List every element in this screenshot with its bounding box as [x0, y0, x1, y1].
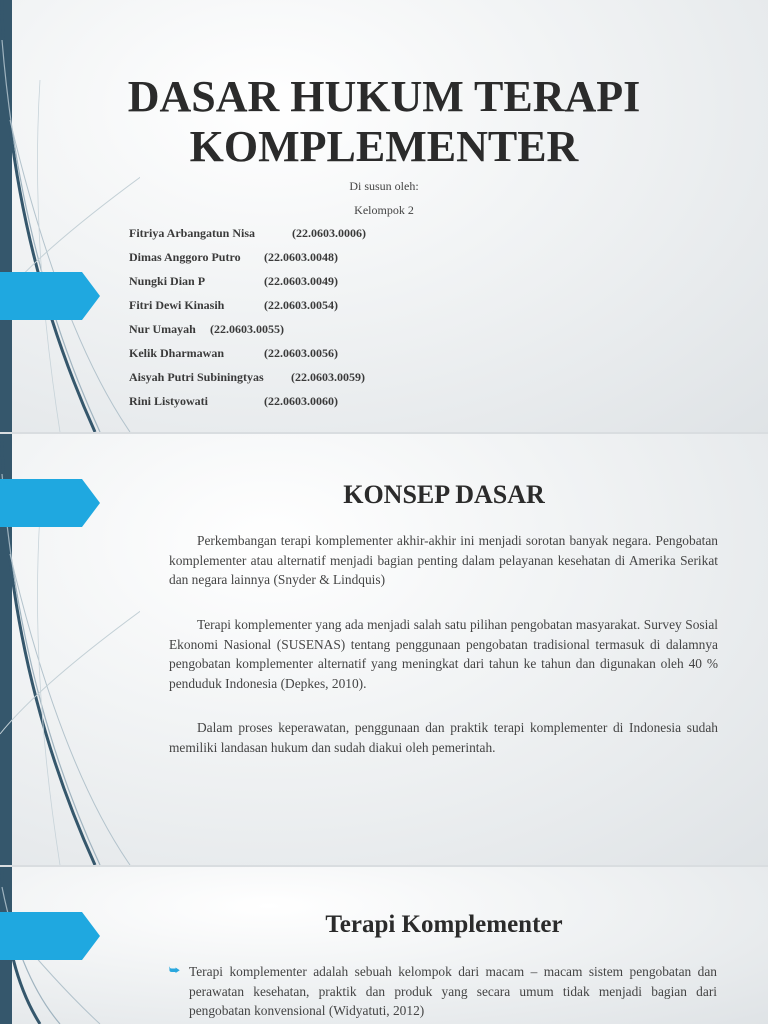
member-name: Dimas Anggoro Putro: [129, 250, 241, 264]
member-nim: (22.0603.0059): [291, 370, 365, 384]
bullet-arrow-icon: ⮩: [169, 963, 181, 977]
member-name: Kelik Dharmawan: [129, 346, 225, 360]
slide-title: [0, 0, 768, 432]
member-nim: (22.0603.0056): [264, 346, 338, 360]
member-row: [129, 274, 338, 289]
member-nim: (22.0603.0054): [264, 298, 338, 312]
member-nim: (22.0603.0055): [210, 322, 284, 336]
paragraph: [169, 615, 718, 693]
member-name: Rini Listyowati: [129, 394, 209, 408]
title-line-1: DASAR HUKUM TERAPI: [127, 72, 641, 121]
member-row: [129, 322, 284, 337]
member-row: [129, 298, 338, 313]
subtitle-authored-by: Di susun oleh:: [349, 179, 419, 193]
subtitle-group: Kelompok 2: [354, 203, 414, 217]
paragraph: [169, 718, 718, 757]
member-name: Fitri Dewi Kinasih: [129, 298, 225, 312]
paragraph-text: Perkembangan terapi komplementer akhir-akhir ini menjadi sorotan banyak negara. Pengobatan komplementer atau alternatif menjadi bagian penting dalam pelayanan kesehatan di Amerika Serikat dan negara lainnya (Snyder & Lindquis): [169, 533, 718, 588]
member-row: [129, 250, 338, 265]
arrow-pentagon-icon: [0, 272, 100, 320]
member-nim: (22.0603.0049): [264, 274, 338, 288]
member-nim: (22.0603.0048): [264, 250, 338, 264]
member-nim: (22.0603.0006): [292, 226, 366, 240]
member-name: Fitriya Arbangatun Nisa: [129, 226, 256, 240]
member-name: Nur Umayah: [129, 322, 196, 336]
page-title: [0, 72, 768, 172]
member-name: Nungki Dian P: [129, 274, 206, 288]
member-row: [129, 226, 366, 241]
section-heading: KONSEP DASAR: [343, 480, 545, 509]
paragraph-text: Terapi komplementer yang ada menjadi salah satu pilihan pengobatan masyarakat. Survey Sosial Ekonomi Nasional (SUSENAS) tentang penggunaan pengobatan tradisional termasuk di dalamnya pengobatan komplementer alternatif yang meningkat dari tahun ke tahun dan digunakan oleh 40 % penduduk Indonesia (Depkes, 2010).: [169, 617, 718, 691]
member-row: [129, 346, 338, 361]
member-row: [129, 370, 365, 385]
paragraph: [169, 531, 718, 590]
slide-terapi-komplementer: [0, 867, 768, 1024]
member-name: Aisyah Putri Subiningtyas: [129, 370, 264, 384]
bullet-text: Terapi komplementer adalah sebuah kelompok dari macam – macam sistem pengobatan dan perawatan kesehatan, praktik dan produk yang secara umum tidak menjadi bagian dari pengobatan konvensional (Widyatuti, 2012): [189, 964, 717, 1019]
section-heading: Terapi Komplementer: [325, 911, 563, 938]
title-line-2: KOMPLEMENTER: [189, 122, 579, 171]
paragraph-text: Dalam proses keperawatan, penggunaan dan praktik terapi komplementer di Indonesia sudah memiliki landasan hukum dan sudah diakui oleh pemerintah.: [169, 720, 718, 755]
member-nim: (22.0603.0060): [264, 394, 338, 408]
member-row: [129, 394, 338, 409]
slide-konsep-dasar: [0, 434, 768, 865]
